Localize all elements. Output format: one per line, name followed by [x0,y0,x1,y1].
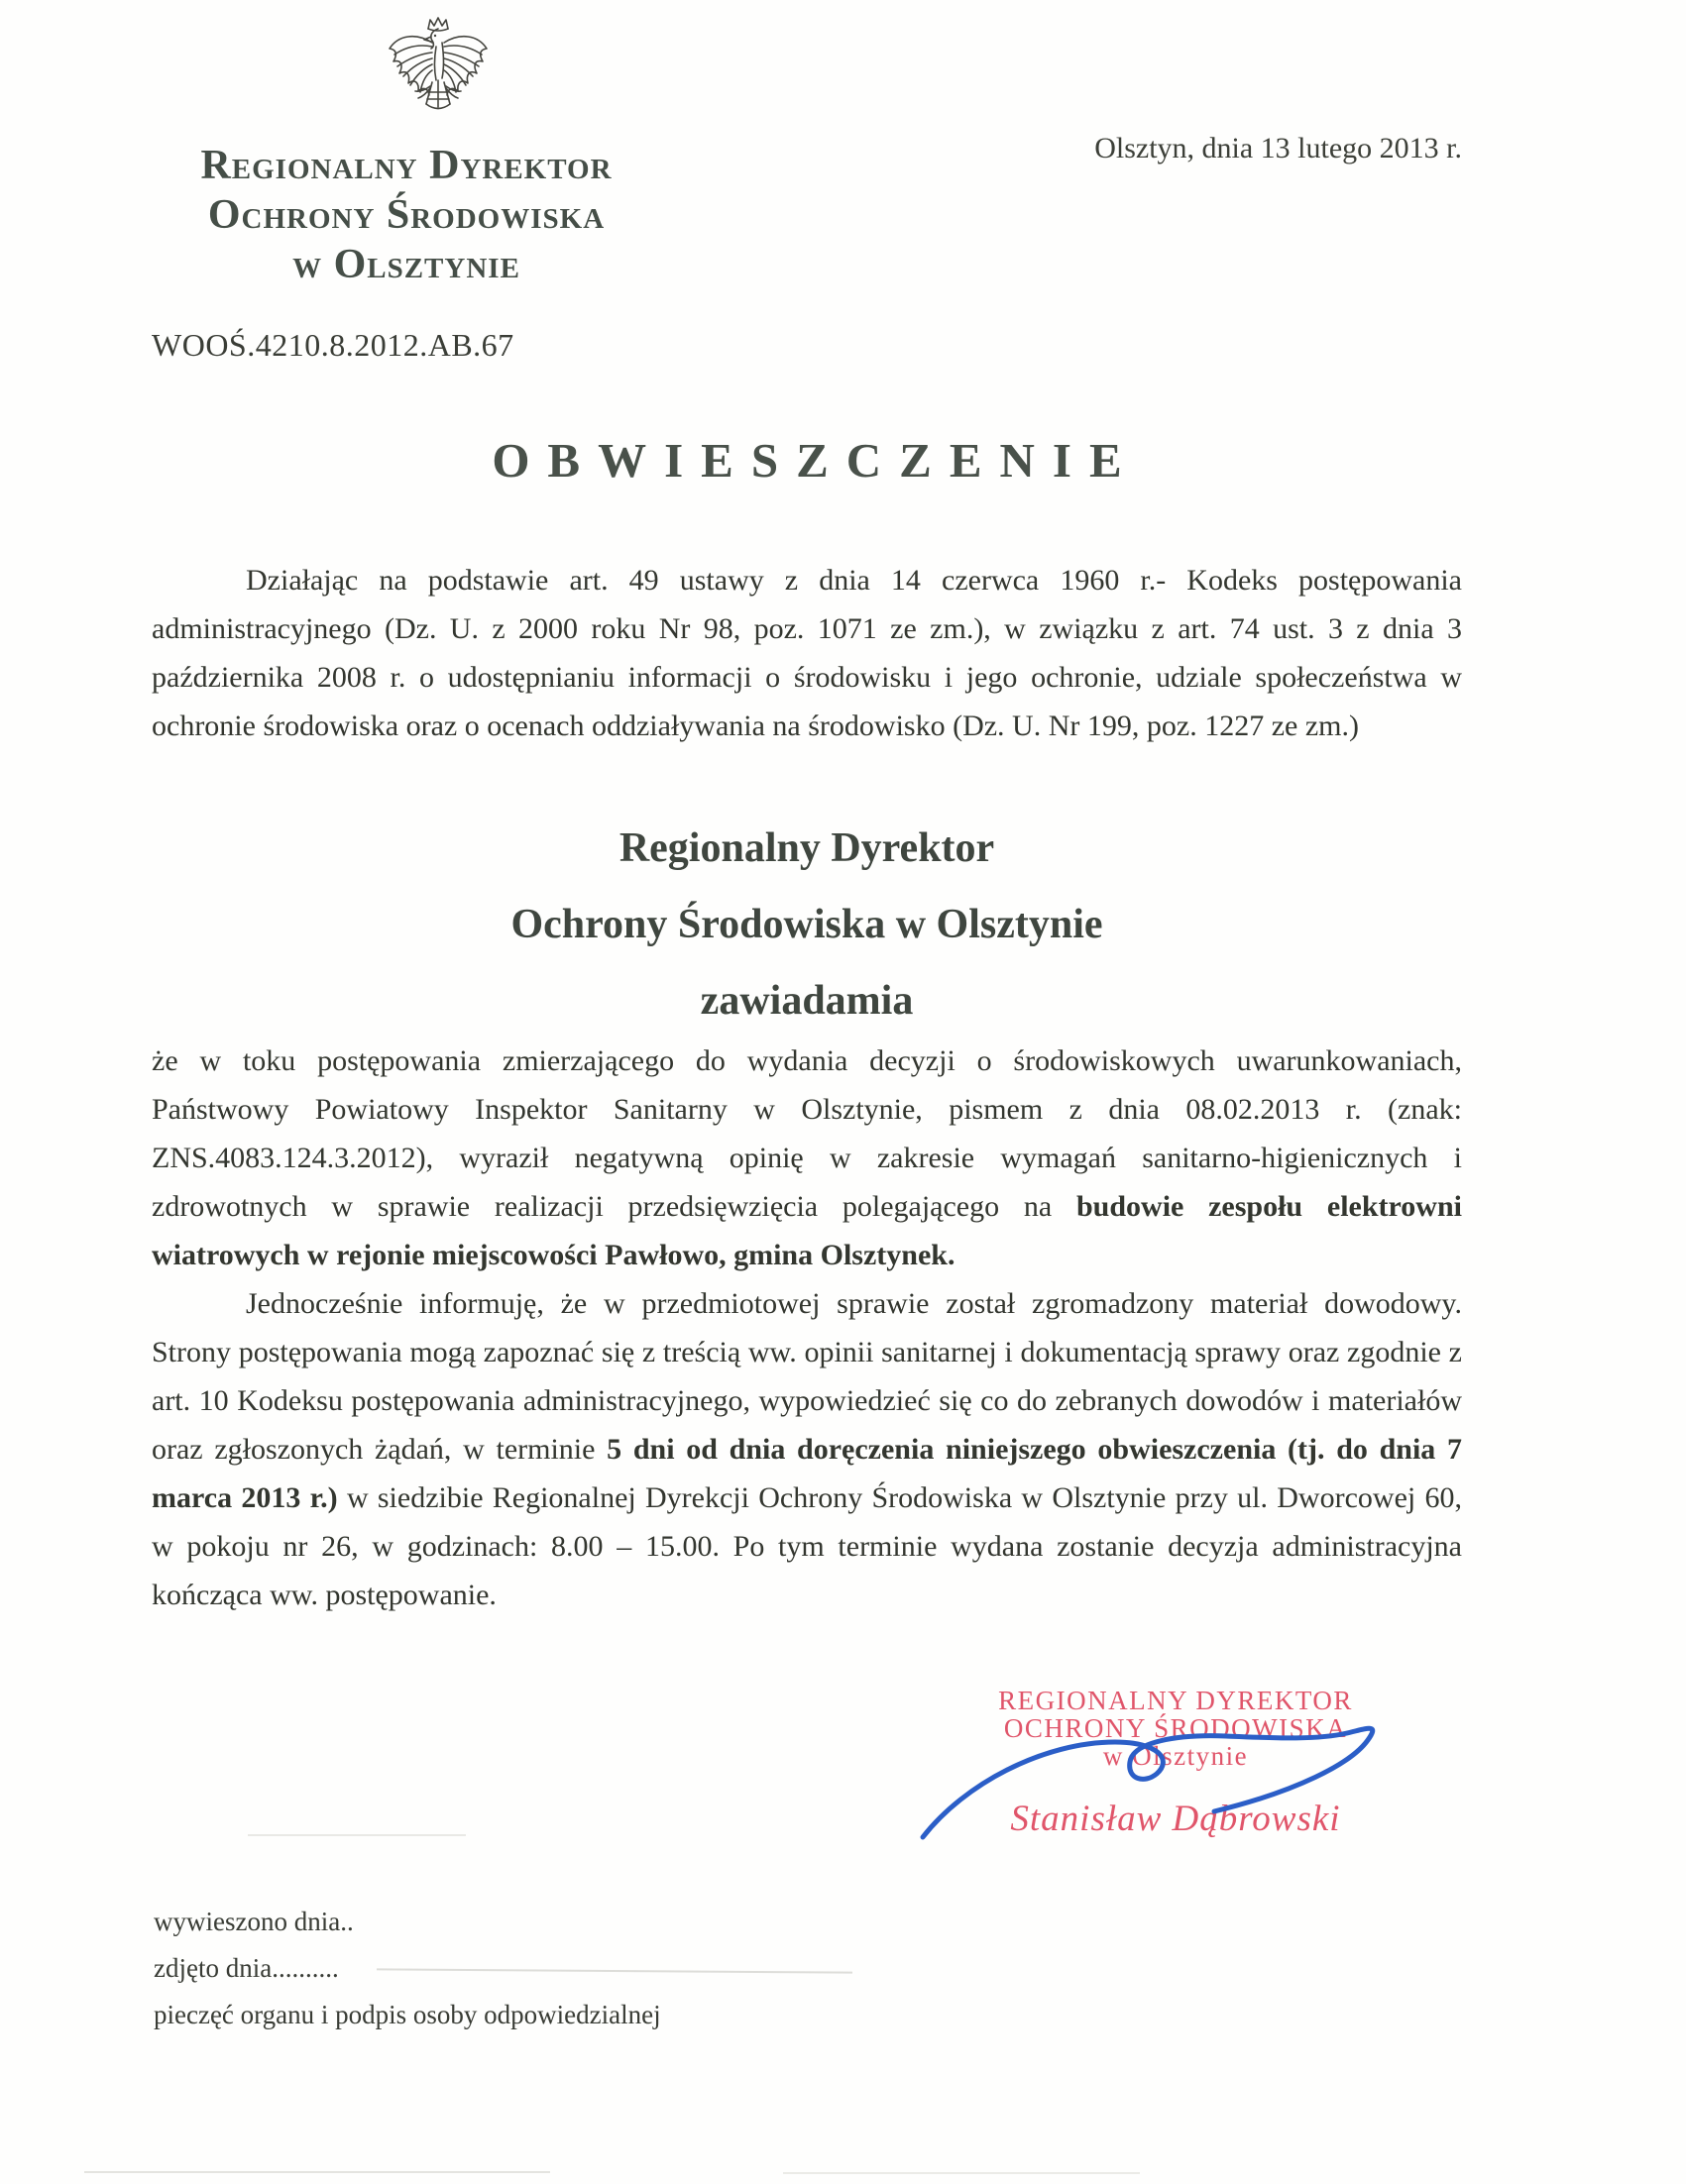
subject-heading-line-1: Regionalny Dyrektor [618,825,995,871]
main-body [152,1037,1462,1619]
information-paragraph [152,1279,1462,1619]
stamp-signature-note-line: pieczęć organu i podpis osoby odpowiedzialnej [154,2000,661,2029]
scan-artifact-line [783,2172,1140,2174]
subject-heading [152,811,1462,1039]
letterhead-line-3: w Olsztynie [292,242,520,287]
place-date: Olsztyn, dnia 13 lutego 2013 r. [1094,132,1462,164]
scan-artifact-line [84,2171,550,2173]
letterhead [149,141,664,289]
handwritten-signature [917,1700,1393,1844]
information-paragraph-bold: 5 dni od dnia doręczenia niniejszego obwieszczenia (tj. do dnia 7 marca 2013 r.) [152,1433,1462,1514]
stamp-line-3: w Olsztynie [1102,1741,1249,1771]
case-number: WOOŚ.4210.8.2012.AB.67 [152,327,514,363]
removed-date-line: zdjęto dnia.......... [154,1953,339,1983]
notice-paragraph-bold: budowie zespołu elektrowni wiatrowych w rejonie miejscowości Pawłowo, gmina Olsztynek. [152,1190,1462,1271]
notice-paragraph [152,1037,1462,1279]
letterhead-line-1: Regionalny Dyrektor [200,143,613,188]
posted-date-line: wywieszono dnia.. [154,1907,354,1936]
information-paragraph-text-1: Jednocześnie informuję, że w przedmiotowej sprawie został zgromadzony materiał dowodowy. Strony postępowania mogą zapoznać się z treścią ww. opinii sanitarnej i dokumentacją sprawy oraz zgodnie z art. 10 Kodeksu postępowania administracyjnego, wypowiedzieć się co do zebranych dowodów i materiałów oraz zgłoszonych żądań, w terminie [152,1287,1462,1466]
legal-basis-paragraph: Działając na podstawie art. 49 ustawy z dnia 14 czerwca 1960 r.- Kodeks postępowania administracyjnego (Dz. U. z 2000 roku Nr 98, poz. 1071 ze zm.), w związku z art. 74 ust. 3 z dnia 3 października 2008 r. o udostępnianiu informacji o środowisku i jego ochronie, udziale społeczeństwa w ochronie środowiska oraz o ocenach oddziaływania na środowisko (Dz. U. Nr 199, poz. 1227 ze zm.) [152,564,1462,742]
notice-paragraph-text: że w toku postępowania zmierzającego do wydania decyzji o środowiskowych uwarunkowaniach, Państwowy Powiatowy Inspektor Sanitarny w Olsztynie, pismem z dnia 08.02.2013 r. (znak: ZNS.4083.124.3.2012), wyraził negatywną opinię w zakresie wymagań sanitarno-higienicznych i zdrowotnych w sprawie realizacji przedsięwzięcia polegającego na [152,1044,1462,1223]
subject-heading-line-3: zawiadamia [700,978,914,1024]
polish-eagle-emblem [385,12,492,129]
subject-heading-line-2: Ochrony Środowiska w Olsztynie [510,902,1103,947]
letterhead-line-2: Ochrony Środowiska [207,192,606,238]
information-paragraph-text-2: w siedzibie Regionalnej Dyrekcji Ochrony Środowiska w Olsztynie przy ul. Dworcowej 60, w pokoju nr 26, w godzinach: 8.00 – 15.00. Po tym terminie wydana zostanie decyzja administracyjna kończąca ww. postępowanie. [152,1481,1462,1611]
document-title: OBWIESZCZENIE [492,433,1140,488]
stamp-line-1: REGIONALNY DYREKTOR [998,1686,1353,1715]
signatory-name: Stanisław Dąbrowski [1010,1799,1341,1839]
stamp-line-2: OCHRONY ŚRODOWISKA [1003,1713,1348,1743]
scan-artifact-line [248,1834,466,1836]
